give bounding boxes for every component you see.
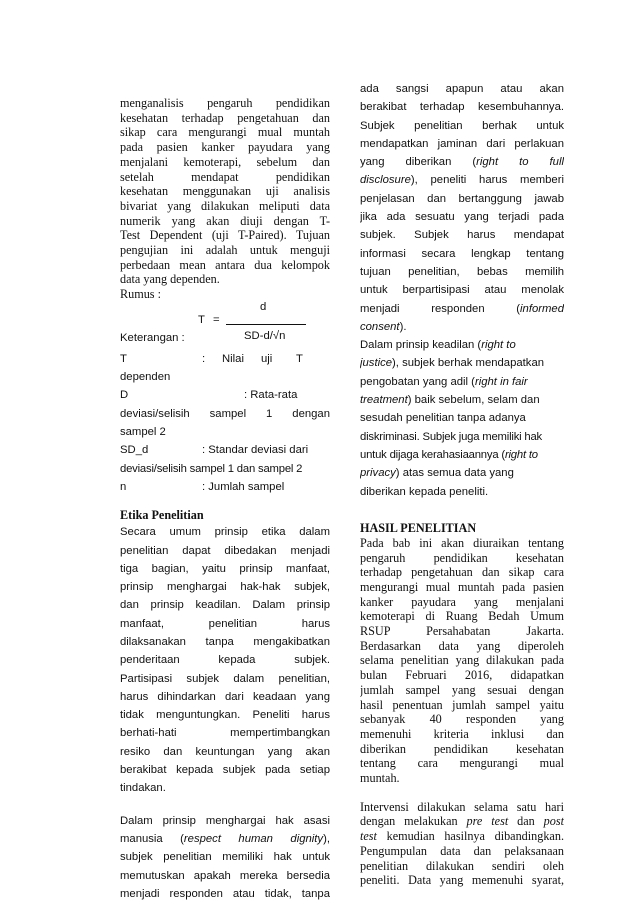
text-line: data yang dependen. xyxy=(120,272,220,287)
definition-sd xyxy=(120,441,330,459)
definition-text: : Jumlah sampel xyxy=(202,480,285,493)
text-line: Dalam prinsip menghargai hak asasi xyxy=(120,814,330,827)
text-line: RSUP Persahabatan Jakarta. xyxy=(360,624,564,639)
text-line: memutuskan apakah mereka bersedia xyxy=(120,869,330,882)
text-line: tujuan penelitian, bebas memilih xyxy=(360,265,564,278)
text-line: Intervensi dilakukan selama satu hari xyxy=(360,799,564,814)
text-line: Partisipasi subjek dalam penelitian, xyxy=(120,672,330,685)
italic-term: informed xyxy=(520,302,564,315)
rumus-label: Rumus : xyxy=(120,287,161,302)
text-line xyxy=(360,814,564,829)
text-line: jumlah sampel yang sesuai dengan xyxy=(360,682,564,697)
text-run: ) atas semua data yang xyxy=(395,467,514,480)
text-run: ), xyxy=(323,832,330,845)
definition-d xyxy=(120,386,330,404)
text-run: manusia ( xyxy=(120,832,184,845)
text-line: harus dihindarkan dari keadaan yang xyxy=(120,690,330,703)
symbol-n: n xyxy=(120,480,127,493)
text-run: ) baik sebelum, selam dan xyxy=(407,394,540,407)
formula-lhs: T xyxy=(198,313,205,326)
text-line: bulan Februari 2016, didapatkan xyxy=(360,668,564,683)
fraction-bar xyxy=(226,324,306,325)
text-line: pada pasien kanker payudara yang xyxy=(120,140,330,155)
text-line: dilaksanakan tanpa mengakibatkan xyxy=(120,636,330,648)
text-line: menjadi responden atau tidak, tanpa xyxy=(120,887,330,900)
text-run: ), subjek berhak mendapatkan xyxy=(392,357,545,370)
intervensi-paragraph xyxy=(360,800,564,888)
hasil-paragraph xyxy=(360,536,564,786)
text-line: penderitaan kepada subjek. xyxy=(120,654,330,667)
definition-text: : Standar deviasi dari xyxy=(202,444,309,457)
text-line: prinsip menghargai hak-hak subjek, xyxy=(120,581,330,594)
text-line: Pengumpulan data dan pelaksanaan xyxy=(360,843,564,858)
text-line: kemoterapi di Ruang Bedah Umum xyxy=(360,609,564,624)
text-line: muntah. xyxy=(360,771,400,786)
italic-term: disclosure xyxy=(360,174,411,187)
hak-asasi-paragraph xyxy=(120,812,330,903)
text-line: berakibat kepada subjek pada setiap xyxy=(120,764,330,777)
text-line: manfaat, penelitian harus xyxy=(120,617,330,630)
text-line xyxy=(120,830,330,848)
italic-term: respect human dignity xyxy=(183,832,324,845)
symbol-d: D xyxy=(120,389,129,402)
definition-n xyxy=(120,478,330,496)
text-run: pengobatan yang adil ( xyxy=(360,375,475,388)
text-line: untuk berpartisipasi atau menolak xyxy=(360,284,564,297)
text-line: mendapatkan jaminan dari perlakuan xyxy=(360,137,564,150)
text-line: kesehatan terhadap pengetahuan dan xyxy=(120,110,330,125)
definition-text: : Rata-rata xyxy=(244,389,298,402)
text-line: diberikan pendidikan kesehatan xyxy=(360,741,564,756)
text-line: mengurangi mual muntah pada pasien xyxy=(360,579,564,594)
text-run: dan xyxy=(508,814,544,829)
text-line: hasil penentuan jumlah sampel yaitu xyxy=(360,697,564,712)
text-line xyxy=(360,391,564,409)
text-run: dengan melakukan xyxy=(360,814,467,829)
text-line: tiga bagian, yaitu prinsip manfaat, xyxy=(120,562,330,575)
text-line xyxy=(360,318,564,336)
text-line: diberikan kepada peneliti. xyxy=(360,485,489,498)
formula-equals: = xyxy=(213,313,220,326)
text-line xyxy=(360,829,564,844)
text-line: informasi secara lengkap tentang xyxy=(360,247,564,260)
definitions xyxy=(120,350,330,496)
text-line xyxy=(360,171,564,189)
text-line: subjek penelitian memiliki hak untuk xyxy=(120,851,330,864)
text-line: sesudah penelitian tanpa adanya xyxy=(360,412,526,425)
text-line: pengujian ini adalah untuk menguji xyxy=(120,243,330,258)
analysis-paragraph xyxy=(120,96,330,302)
text-line: resiko dan keuntungan yang akan xyxy=(120,745,330,758)
text-line: menjalani kemoterapi, sebelum dan xyxy=(120,154,330,169)
text-line: pengaruh pendidikan kesehatan xyxy=(360,550,564,565)
text-line: setelah mendapat pendidikan xyxy=(120,169,330,184)
hasil-heading: HASIL PENELITIAN xyxy=(360,520,477,535)
italic-term: right to xyxy=(504,448,538,461)
definition-colon: : xyxy=(202,352,206,365)
italic-term: privacy xyxy=(360,467,396,480)
text-run: menjadi responden ( xyxy=(360,302,521,315)
symbol-t: T xyxy=(120,352,127,365)
text-run: yang diberikan ( xyxy=(360,156,477,169)
definition-word: T xyxy=(296,352,303,365)
text-line: memenuhi kriteria inklusi dan xyxy=(360,726,564,741)
text-line xyxy=(360,464,564,482)
text-line: menganalisis pengaruh pendidikan xyxy=(120,96,330,110)
text-line: berhati-hati mempertimbangkan xyxy=(120,727,330,740)
definition-t xyxy=(120,350,330,368)
left-column xyxy=(120,96,330,903)
text-line: tindakan. xyxy=(120,782,166,795)
text-line xyxy=(360,300,564,318)
text-line: numerik yang akan diuji dengan T- xyxy=(120,213,330,228)
text-run: ). xyxy=(399,320,407,333)
text-run: kemudian hasilnya dibandingkan. xyxy=(376,829,564,844)
definition-word: Nilai xyxy=(222,352,244,365)
text-line: peneliti. Data yang memenuhi syarat, xyxy=(360,873,564,888)
keterangan-label: Keterangan : xyxy=(120,331,185,344)
keadilan-paragraph xyxy=(360,336,564,501)
text-line: jika ada sesuatu yang terjadi pada xyxy=(360,211,564,224)
text-line: tentang cara mengurangi mual xyxy=(360,756,564,771)
etika-paragraph xyxy=(120,523,330,797)
text-line: Secara umum prinsip etika dalam xyxy=(120,526,330,539)
text-line: sebanyak 40 responden yang xyxy=(360,712,564,727)
text-line: Subjek penelitian berhak untuk xyxy=(360,119,564,132)
text-line xyxy=(360,354,564,372)
definition-line: deviasi/selisih sampel 1 dengan xyxy=(120,407,330,420)
text-run: untuk dijaga kerahasiaannya ( xyxy=(360,448,505,461)
text-line: ada sangsi apapun atau akan xyxy=(360,83,564,95)
text-line: subjek. Subjek harus mendapat xyxy=(360,229,564,242)
definition-word: uji xyxy=(261,352,273,365)
text-line: selama penelitian yang dilakukan pada xyxy=(360,653,564,668)
text-line: bivariat yang dilakukan meliputi data xyxy=(120,198,330,213)
text-line: penjelasan dan bertanggung jawab xyxy=(360,192,564,205)
formula-numerator: d xyxy=(260,300,267,313)
text-line: penelitian dapat dibedakan menjadi xyxy=(120,544,330,557)
text-line: Berdasarkan data yang diperoleh xyxy=(360,638,564,653)
italic-term: right to full xyxy=(476,156,564,169)
etika-heading: Etika Penelitian xyxy=(120,508,204,523)
italic-term: right in fair xyxy=(474,375,528,388)
text-line xyxy=(360,446,564,464)
italic-term: pre test xyxy=(466,814,509,829)
text-line xyxy=(360,373,564,391)
italic-term: treatment xyxy=(360,394,408,407)
formula-denominator: SD-d/√n xyxy=(244,329,286,342)
italic-term: justice xyxy=(360,357,393,370)
text-line: kanker payudara yang menjalani xyxy=(360,594,564,609)
text-line: kesehatan menggunakan uji analisis xyxy=(120,184,330,199)
text-line xyxy=(360,336,564,354)
italic-term: test xyxy=(360,829,377,844)
text-run: ), peneliti harus memberi xyxy=(410,174,564,187)
text-line: tidak menguntungkan. Peneliti harus xyxy=(120,709,330,722)
text-line: penelitian dilakukan sendiri oleh xyxy=(360,858,564,873)
text-line: dan prinsip keadilan. Dalam prinsip xyxy=(120,599,330,612)
italic-term: post xyxy=(543,814,564,829)
text-line: sikap cara mengurangi mual muntah xyxy=(120,125,330,140)
definition-line: dependen xyxy=(120,371,171,384)
definition-line: deviasi/selisih sampel 1 dan sampel 2 xyxy=(120,462,303,475)
text-line: berakibat terhadap kesembuhannya. xyxy=(360,101,564,114)
disclosure-paragraph xyxy=(360,80,564,336)
text-line: perbedaan mean antara dua kelompok xyxy=(120,257,330,272)
text-line: terhadap pengetahuan dan sikap cara xyxy=(360,565,564,580)
definition-line: sampel 2 xyxy=(120,426,166,439)
italic-term: consent xyxy=(360,320,400,333)
text-run: Dalam prinsip keadilan ( xyxy=(360,339,482,352)
text-line: diskriminasi. Subjek juga memiliki hak xyxy=(360,430,543,443)
symbol-sd: SD_d xyxy=(120,444,149,457)
text-line: Pada bab ini akan diuraikan tentang xyxy=(360,535,564,550)
t-test-formula xyxy=(120,302,330,350)
text-line xyxy=(360,153,564,171)
italic-term: right to xyxy=(481,339,516,352)
text-line: Test Dependent (uji T-Paired). Tujuan xyxy=(120,228,330,243)
right-column xyxy=(360,80,564,888)
